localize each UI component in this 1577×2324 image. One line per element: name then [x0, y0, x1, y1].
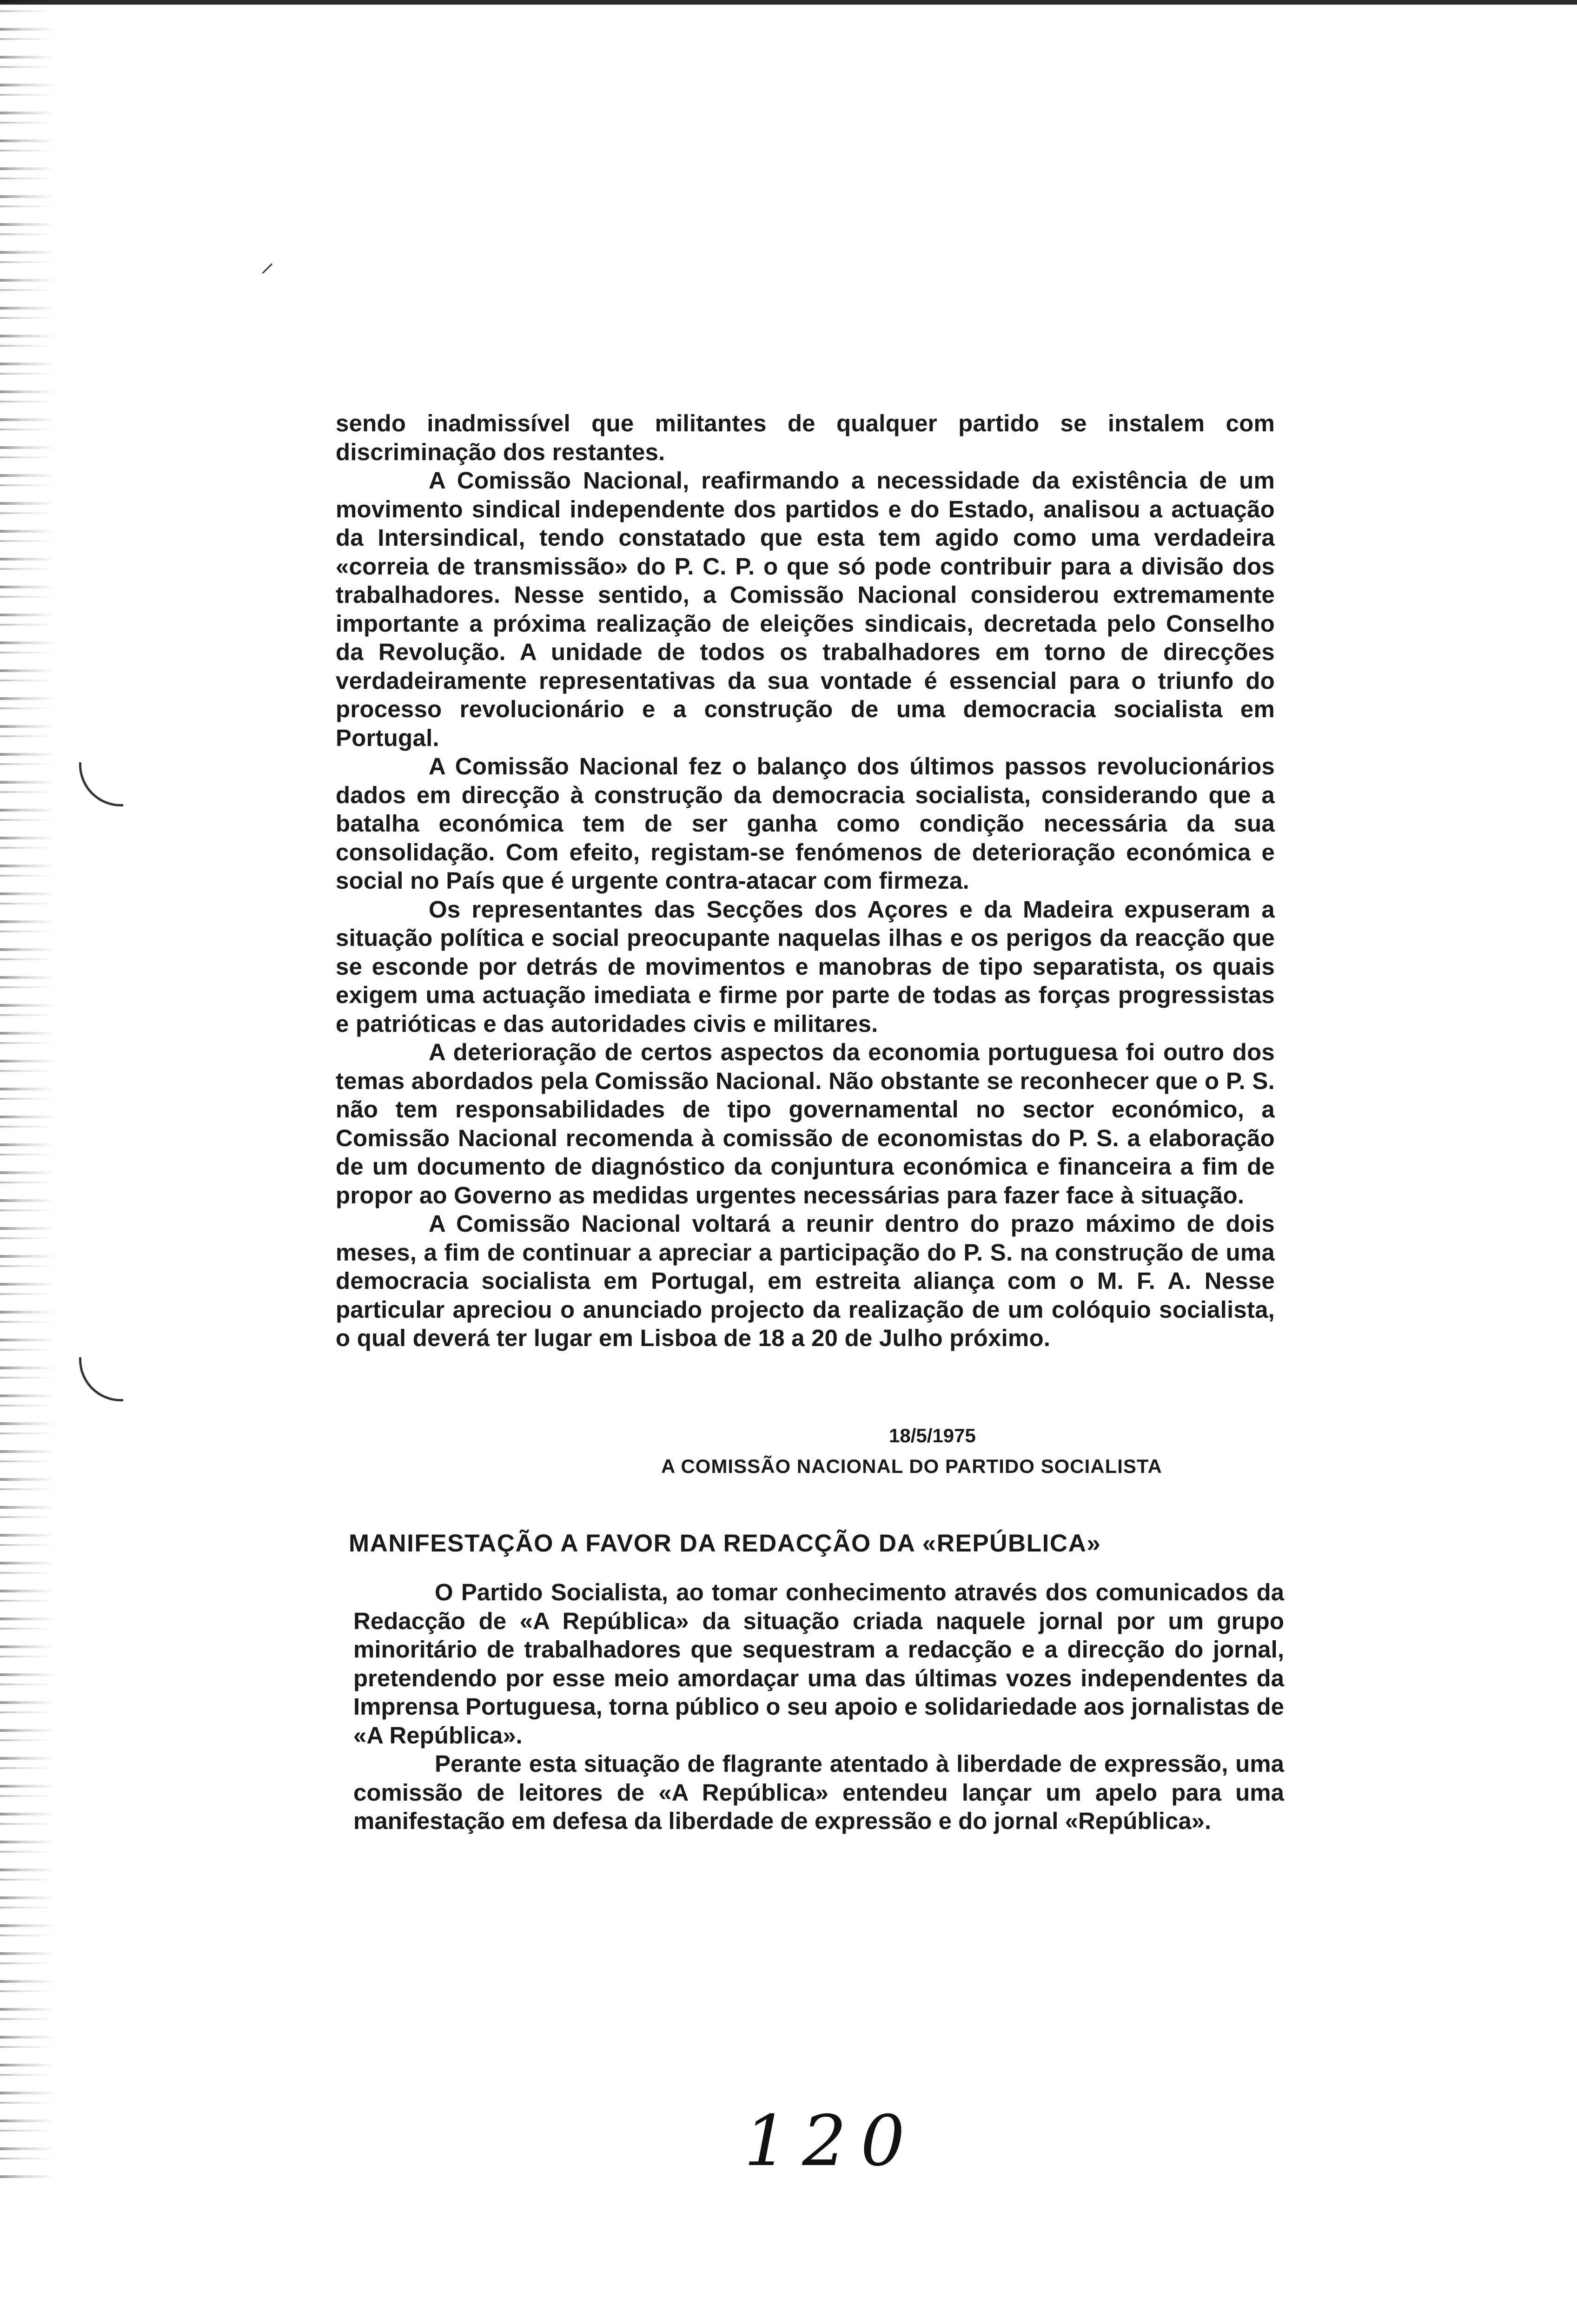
paragraph: Perante esta situação de flagrante atentado à liberdade de expressão, uma comissão de leitores de «A República» entendeu lançar um apelo para uma manifestação em defesa da liberdade de expressão e do jornal «República». — [353, 1750, 1284, 1834]
scan-artifact-mark: ⸝ — [260, 246, 274, 277]
paragraph: Os representantes das Secções dos Açores e da Madeira expuseram a situação política e social preocupante naquelas ilhas e os perigos da reacção que se esconde por detrás de movimentos e manobras de tipo separatista, os quais exigem uma actuação imediata e firme por parte de todas as forças progressistas e patrióticas e das autoridades civis e militares. — [336, 896, 1275, 1037]
paragraph: A Comissão Nacional fez o balanço dos últimos passos revolucionários dados em direcção à construção da democracia socialista, considerando que a batalha económica tem de ser ganha como condição necessária da sua consolidação. Com efeito, registam-se fenómenos de deterioração económica e social no País que é urgente contra-atacar com firmeza. — [336, 753, 1275, 894]
margin-bracket-mark — [79, 762, 123, 806]
scan-left-edge — [0, 0, 56, 2185]
document-date: 18/5/1975 — [889, 1425, 976, 1446]
handwritten-page-number: 120 — [744, 2101, 919, 2182]
scan-top-edge — [0, 0, 1577, 5]
section-body — [353, 1578, 1284, 1835]
paragraph: O Partido Socialista, ao tomar conhecimento através dos comunicados da Redacção de «A República» da situação criada naquele jornal por um grupo minoritário de trabalhadores que sequestram a redacção e a direcção do jornal, pretendendo por esse meio amordaçar uma das últimas vozes independentes da Imprensa Portuguesa, torna público o seu apoio e solidariedade aos jornalistas de «A República». — [353, 1579, 1284, 1749]
document-body — [336, 409, 1275, 1353]
margin-bracket-mark — [79, 1357, 123, 1401]
section-heading: MANIFESTAÇÃO A FAVOR DA REDACÇÃO DA «REPÚBLICA» — [349, 1530, 1101, 1557]
paragraph: A Comissão Nacional, reafirmando a necessidade da existência de um movimento sindical independente dos partidos e do Estado, analisou a actuação da Intersindical, tendo constatado que esta tem agido como uma verdadeira «correia de transmissão» do P. C. P. o que só pode contribuir para a divisão dos trabalhadores. Nesse sentido, a Comissão Nacional considerou extremamente importante a próxima realização de eleições sindicais, decretada pelo Conselho da Revolução. A unidade de todos os trabalhadores em torno de direcções verdadeiramente representativas da sua vontade é essencial para o triunfo do processo revolucionário e a construção de uma democracia socialista em Portugal. — [336, 467, 1275, 751]
paragraph: A deterioração de certos aspectos da economia portuguesa foi outro dos temas abordados pela Comissão Nacional. Não obstante se reconhecer que o P. S. não tem responsabilidades de tipo governamental no sector económico, a Comissão Nacional recomenda à comissão de economistas do P. S. a elaboração de um documento de diagnóstico da conjuntura económica e financeira a fim de propor ao Governo as medidas urgentes necessárias para fazer face à situação. — [336, 1039, 1275, 1208]
paragraph: A Comissão Nacional voltará a reunir dentro do prazo máximo de dois meses, a fim de continuar a apreciar a participação do P. S. na construção de uma democracia socialista em Portugal, em estreita aliança com o M. F. A. Nesse particular apreciou o anunciado projecto da realização de um colóquio socialista, o qual deverá ter lugar em Lisboa de 18 a 20 de Julho próximo. — [336, 1210, 1275, 1351]
signature: A COMISSÃO NACIONAL DO PARTIDO SOCIALISTA — [661, 1455, 1162, 1477]
paragraph: sendo inadmissível que militantes de qualquer partido se instalem com discriminação dos restantes. — [336, 410, 1275, 465]
